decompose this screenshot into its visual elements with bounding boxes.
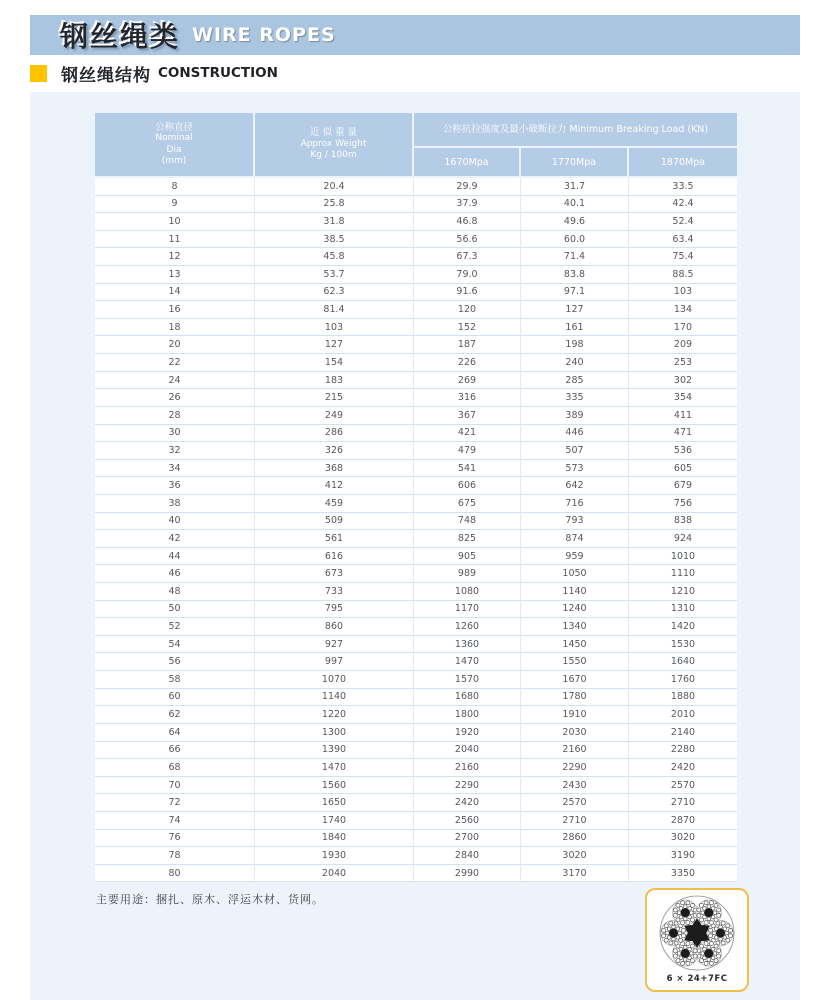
table-body <box>95 178 737 882</box>
table-cell: 285 <box>521 372 629 390</box>
table-cell: 3020 <box>629 830 737 848</box>
table-cell: 38 <box>95 495 255 513</box>
table-cell: 2710 <box>521 812 629 830</box>
table-cell: 2160 <box>521 742 629 760</box>
table-cell: 2840 <box>414 847 521 865</box>
table-cell: 1070 <box>255 671 414 689</box>
table-cell: 2420 <box>629 759 737 777</box>
table-cell: 50 <box>95 601 255 619</box>
table-cell: 170 <box>629 319 737 337</box>
table-cell: 733 <box>255 583 414 601</box>
section-title-en: CONSTRUCTION <box>158 65 278 81</box>
table-cell: 45.8 <box>255 248 414 266</box>
table-cell: 326 <box>255 442 414 460</box>
table-cell: 2290 <box>414 777 521 795</box>
table-cell: 2030 <box>521 724 629 742</box>
table-cell: 2040 <box>255 865 414 883</box>
table-cell: 1340 <box>521 618 629 636</box>
table-cell: 2860 <box>521 830 629 848</box>
table-cell: 53.7 <box>255 266 414 284</box>
table-cell: 52 <box>95 618 255 636</box>
table-cell: 56 <box>95 653 255 671</box>
table-cell: 748 <box>414 513 521 531</box>
table-cell: 32 <box>95 442 255 460</box>
table-cell: 226 <box>414 354 521 372</box>
table-cell: 3350 <box>629 865 737 883</box>
table-cell: 479 <box>414 442 521 460</box>
table-cell: 1640 <box>629 653 737 671</box>
table-cell: 2570 <box>521 794 629 812</box>
table-cell: 1050 <box>521 565 629 583</box>
table-cell: 60 <box>95 689 255 707</box>
header-nominal-dia <box>95 113 253 176</box>
table-cell: 838 <box>629 513 737 531</box>
table-header <box>95 113 737 176</box>
table-cell: 14 <box>95 284 255 302</box>
table-cell: 49.6 <box>521 213 629 231</box>
table-cell: 1800 <box>414 706 521 724</box>
table-cell: 1560 <box>255 777 414 795</box>
table-cell: 1880 <box>629 689 737 707</box>
table-cell: 79.0 <box>414 266 521 284</box>
header-grade-1870 <box>629 148 737 176</box>
table-cell: 756 <box>629 495 737 513</box>
table-cell: 605 <box>629 460 737 478</box>
table-cell: 795 <box>255 601 414 619</box>
table-cell: 40 <box>95 513 255 531</box>
table-cell: 72 <box>95 794 255 812</box>
table-cell: 989 <box>414 565 521 583</box>
table-cell: 2710 <box>629 794 737 812</box>
table-cell: 26 <box>95 389 255 407</box>
table-cell: 183 <box>255 372 414 390</box>
table-cell: 134 <box>629 301 737 319</box>
header-line: Dia <box>166 144 182 155</box>
table-cell: 2160 <box>414 759 521 777</box>
table-cell: 127 <box>255 336 414 354</box>
table-cell: 91.6 <box>414 284 521 302</box>
table-cell: 48 <box>95 583 255 601</box>
table-cell: 54 <box>95 636 255 654</box>
table-cell: 83.8 <box>521 266 629 284</box>
header-line: Nominal <box>155 133 193 143</box>
table-cell: 25.8 <box>255 196 414 214</box>
table-cell: 42.4 <box>629 196 737 214</box>
table-cell: 20 <box>95 336 255 354</box>
header-line: 公称直径 <box>154 121 193 133</box>
table-cell: 120 <box>414 301 521 319</box>
table-cell: 716 <box>521 495 629 513</box>
table-cell: 76 <box>95 830 255 848</box>
table-cell: 33.5 <box>629 178 737 196</box>
header-breaking-load-group <box>414 113 737 146</box>
table-cell: 31.8 <box>255 213 414 231</box>
page-banner <box>30 15 800 55</box>
table-cell: 1080 <box>414 583 521 601</box>
table-cell: 1470 <box>255 759 414 777</box>
table-cell: 20.4 <box>255 178 414 196</box>
table-cell: 253 <box>629 354 737 372</box>
table-cell: 62.3 <box>255 284 414 302</box>
table-cell: 161 <box>521 319 629 337</box>
table-cell: 269 <box>414 372 521 390</box>
table-cell: 154 <box>255 354 414 372</box>
table-cell: 78 <box>95 847 255 865</box>
table-cell: 642 <box>521 477 629 495</box>
table-cell: 1740 <box>255 812 414 830</box>
table-cell: 2040 <box>414 742 521 760</box>
table-cell: 1010 <box>629 548 737 566</box>
table-cell: 249 <box>255 407 414 425</box>
table-cell: 12 <box>95 248 255 266</box>
table-cell: 446 <box>521 425 629 443</box>
table-cell: 11 <box>95 231 255 249</box>
table-cell: 679 <box>629 477 737 495</box>
table-cell: 924 <box>629 530 737 548</box>
table-cell: 2430 <box>521 777 629 795</box>
table-cell: 64 <box>95 724 255 742</box>
table-cell: 793 <box>521 513 629 531</box>
grade-label: 1870Mpa <box>660 156 706 168</box>
table-cell: 9 <box>95 196 255 214</box>
table-cell: 1360 <box>414 636 521 654</box>
table-cell: 860 <box>255 618 414 636</box>
table-cell: 1240 <box>521 601 629 619</box>
table-cell: 1530 <box>629 636 737 654</box>
table-cell: 2990 <box>414 865 521 883</box>
table-cell: 2700 <box>414 830 521 848</box>
table-cell: 573 <box>521 460 629 478</box>
table-cell: 52.4 <box>629 213 737 231</box>
table-cell: 673 <box>255 565 414 583</box>
table-cell: 1260 <box>414 618 521 636</box>
table-cell: 1760 <box>629 671 737 689</box>
table-cell: 2420 <box>414 794 521 812</box>
table-cell: 44 <box>95 548 255 566</box>
table-cell: 74 <box>95 812 255 830</box>
table-cell: 997 <box>255 653 414 671</box>
table-cell: 368 <box>255 460 414 478</box>
usage-note: 主要用途：捆扎、原木、浮运木材、货网。 <box>96 893 324 906</box>
table-cell: 1670 <box>521 671 629 689</box>
table-cell: 42 <box>95 530 255 548</box>
table-cell: 411 <box>629 407 737 425</box>
table-cell: 2280 <box>629 742 737 760</box>
table-cell: 1140 <box>521 583 629 601</box>
grade-label: 1670Mpa <box>444 156 489 168</box>
table-cell: 1310 <box>629 601 737 619</box>
table-cell: 2870 <box>629 812 737 830</box>
table-cell: 198 <box>521 336 629 354</box>
table-cell: 81.4 <box>255 301 414 319</box>
table-cell: 80 <box>95 865 255 883</box>
table-cell: 24 <box>95 372 255 390</box>
table-cell: 316 <box>414 389 521 407</box>
table-cell: 1470 <box>414 653 521 671</box>
table-cell: 46 <box>95 565 255 583</box>
table-cell: 606 <box>414 477 521 495</box>
table-cell: 46.8 <box>414 213 521 231</box>
banner-title-en: WIRE ROPES <box>192 24 336 46</box>
table-cell: 541 <box>414 460 521 478</box>
table-cell: 22 <box>95 354 255 372</box>
table-cell: 40.1 <box>521 196 629 214</box>
table-cell: 3190 <box>629 847 737 865</box>
table-cell: 187 <box>414 336 521 354</box>
table-cell: 354 <box>629 389 737 407</box>
table-cell: 1110 <box>629 565 737 583</box>
table-cell: 1210 <box>629 583 737 601</box>
table-cell: 421 <box>414 425 521 443</box>
table-cell: 2570 <box>629 777 737 795</box>
yellow-square-icon <box>30 65 47 82</box>
table-cell: 16 <box>95 301 255 319</box>
table-cell: 412 <box>255 477 414 495</box>
table-cell: 3170 <box>521 865 629 883</box>
table-cell: 31.7 <box>521 178 629 196</box>
table-cell: 1910 <box>521 706 629 724</box>
table-cell: 56.6 <box>414 231 521 249</box>
table-cell: 1840 <box>255 830 414 848</box>
table-cell: 1550 <box>521 653 629 671</box>
table-cell: 1680 <box>414 689 521 707</box>
section-heading <box>30 61 800 85</box>
table-cell: 103 <box>629 284 737 302</box>
header-line: Approx Weight <box>300 138 367 149</box>
header-line: 近 似 重 量 <box>309 127 358 139</box>
table-cell: 471 <box>629 425 737 443</box>
table-cell: 2010 <box>629 706 737 724</box>
rope-construction-figure <box>645 888 749 992</box>
section-title-zh: 钢丝绳结构 <box>61 65 151 86</box>
table-cell: 36 <box>95 477 255 495</box>
rope-construction-label: 6 × 24+7FC <box>666 974 728 984</box>
table-cell: 28 <box>95 407 255 425</box>
grade-label: 1770Mpa <box>551 156 597 168</box>
table-cell: 18 <box>95 319 255 337</box>
table-cell: 2290 <box>521 759 629 777</box>
table-cell: 152 <box>414 319 521 337</box>
table-cell: 1920 <box>414 724 521 742</box>
table-cell: 335 <box>521 389 629 407</box>
table-cell: 68 <box>95 759 255 777</box>
table-cell: 1420 <box>629 618 737 636</box>
table-cell: 8 <box>95 178 255 196</box>
table-cell: 1140 <box>255 689 414 707</box>
table-cell: 34 <box>95 460 255 478</box>
table-cell: 10 <box>95 213 255 231</box>
table-cell: 3020 <box>521 847 629 865</box>
table-cell: 240 <box>521 354 629 372</box>
table-cell: 2560 <box>414 812 521 830</box>
table-cell: 1570 <box>414 671 521 689</box>
table-cell: 62 <box>95 706 255 724</box>
table-cell: 127 <box>521 301 629 319</box>
table-cell: 66 <box>95 742 255 760</box>
header-group-label: 公称抗拉强度及最小破断拉力 Minimum Breaking Load (KN) <box>442 123 709 135</box>
table-cell: 60.0 <box>521 231 629 249</box>
banner-title-zh: 钢丝绳类 <box>60 20 181 53</box>
table-cell: 286 <box>255 425 414 443</box>
table-cell: 874 <box>521 530 629 548</box>
table-cell: 536 <box>629 442 737 460</box>
table-cell: 905 <box>414 548 521 566</box>
table-cell: 29.9 <box>414 178 521 196</box>
table-cell: 103 <box>255 319 414 337</box>
table-cell: 13 <box>95 266 255 284</box>
table-cell: 71.4 <box>521 248 629 266</box>
header-line: (mm) <box>161 156 187 166</box>
header-grade-1770 <box>521 148 627 176</box>
table-cell: 1780 <box>521 689 629 707</box>
table-cell: 459 <box>255 495 414 513</box>
table-cell: 927 <box>255 636 414 654</box>
table-cell: 30 <box>95 425 255 443</box>
table-cell: 1450 <box>521 636 629 654</box>
table-cell: 825 <box>414 530 521 548</box>
header-line: Kg / 100m <box>310 150 357 161</box>
table-cell: 1220 <box>255 706 414 724</box>
table-cell: 88.5 <box>629 266 737 284</box>
table-cell: 2140 <box>629 724 737 742</box>
table-cell: 215 <box>255 389 414 407</box>
table-cell: 675 <box>414 495 521 513</box>
header-grade-1670 <box>414 148 519 176</box>
table-cell: 959 <box>521 548 629 566</box>
table-cell: 1390 <box>255 742 414 760</box>
table-cell: 389 <box>521 407 629 425</box>
table-cell: 38.5 <box>255 231 414 249</box>
table-cell: 58 <box>95 671 255 689</box>
table-cell: 561 <box>255 530 414 548</box>
table-cell: 1170 <box>414 601 521 619</box>
table-cell: 507 <box>521 442 629 460</box>
table-cell: 616 <box>255 548 414 566</box>
header-approx-weight <box>255 113 412 176</box>
rope-cross-section <box>649 893 745 975</box>
table-cell: 209 <box>629 336 737 354</box>
table-cell: 509 <box>255 513 414 531</box>
table-cell: 75.4 <box>629 248 737 266</box>
table-cell: 302 <box>629 372 737 390</box>
table-cell: 1930 <box>255 847 414 865</box>
table-cell: 367 <box>414 407 521 425</box>
table-cell: 97.1 <box>521 284 629 302</box>
table-cell: 67.3 <box>414 248 521 266</box>
table-cell: 1300 <box>255 724 414 742</box>
table-cell: 37.9 <box>414 196 521 214</box>
table-cell: 63.4 <box>629 231 737 249</box>
table-cell: 1650 <box>255 794 414 812</box>
table-cell: 70 <box>95 777 255 795</box>
